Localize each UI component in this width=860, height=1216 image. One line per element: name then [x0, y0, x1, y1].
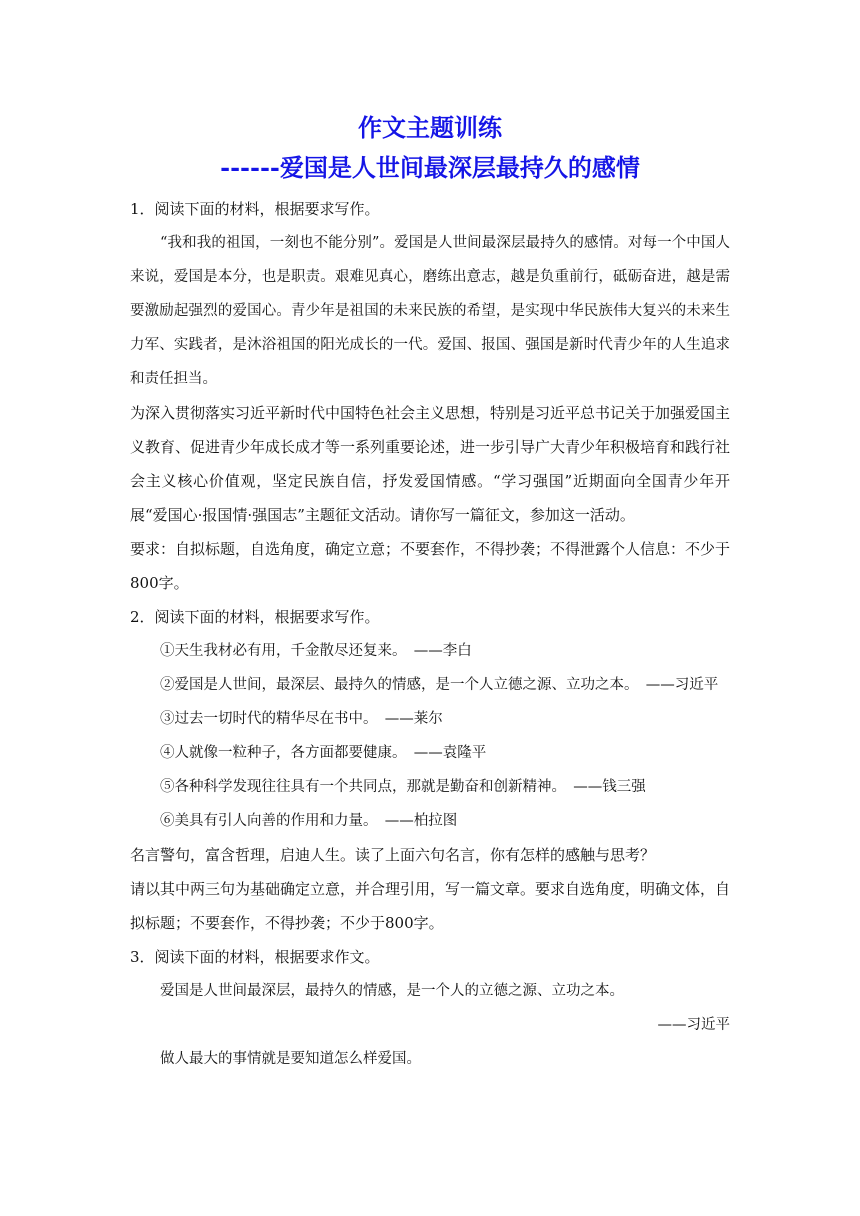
question-3-attribution: ——习近平	[657, 1017, 730, 1033]
question-2-heading: 2．阅读下面的材料，根据要求写作。	[130, 608, 380, 626]
quote-6: ⑥美具有引人向善的作用和力量。 ——柏拉图	[160, 813, 458, 829]
question-2	[130, 600, 730, 940]
quote-4: ④人就像一粒种子，各方面都要健康。 ——袁隆平	[160, 745, 487, 761]
quote-2: ②爱国是人世间，最深层、最持久的情感，是一个人立德之源、立功之本。 ——习近平	[160, 677, 719, 693]
question-3	[130, 940, 730, 1076]
question-1-task: 为深入贯彻落实习近平新时代中国特色社会主义思想，特别是习近平总书记关于加强爱国主义教育、促进青少年成长成才等一系列重要论述，进一步引导广大青少年积极培育和践行社会主义核心价值观，坚定民族自信，抒发爱国情感。“学习强国”近期面向全国青少年开展“爱国心·报国情·强国志”主题征文活动。请你写一篇征文，参加这一活动。	[130, 404, 731, 524]
document-subtitle: ------爱国是人世间最深层最持久的感情	[220, 153, 640, 182]
question-1-requirement: 要求：自拟标题，自选角度，确定立意；不要套作，不得抄袭；不得泄露个人信息：不少于800字。	[130, 540, 731, 592]
quote-3: ③过去一切时代的精华尽在书中。 ——莱尔	[160, 711, 443, 727]
quote-1: ①天生我材必有用，千金散尽还复来。 ——李白	[160, 643, 472, 659]
question-1	[130, 192, 730, 600]
question-1-material: “我和我的祖国，一刻也不能分别”。爱国是人世间最深层最持久的感情。对每一个中国人来说，爱国是本分，也是职责。艰难见真心，磨练出意志，越是负重前行，砥砺奋进，越是需要激励起强烈的爱国心。青少年是祖国的未来民族的希望，是实现中华民族伟大复兴的未来生力军、实践者，是沐浴祖国的阳光成长的一代。爱国、报国、强国是新时代青少年的人生追求和责任担当。	[130, 235, 730, 387]
quote-5: ⑤各种科学发现往往具有一个共同点，那就是勤奋和创新精神。 ——钱三强	[160, 779, 646, 795]
question-3-line-2: 做人最大的事情就是要知道怎么样爱国。	[160, 1051, 421, 1067]
document-title: 作文主题训练	[358, 113, 502, 142]
question-2-prompt: 名言警句，富含哲理，启迪人生。读了上面六句名言，你有怎样的感触与思考？	[130, 846, 656, 864]
question-3-quote: 爱国是人世间最深层，最持久的情感，是一个人的立德之源、立功之本。	[160, 983, 624, 999]
question-2-task: 请以其中两三句为基础确定立意，并合理引用，写一篇文章。要求自选角度，明确文体，自拟标题；不要套作，不得抄袭；不少于800字。	[130, 880, 731, 932]
question-1-heading: 1．阅读下面的材料，根据要求写作。	[130, 200, 380, 218]
question-3-heading: 3．阅读下面的材料，根据要求作文。	[130, 948, 380, 966]
